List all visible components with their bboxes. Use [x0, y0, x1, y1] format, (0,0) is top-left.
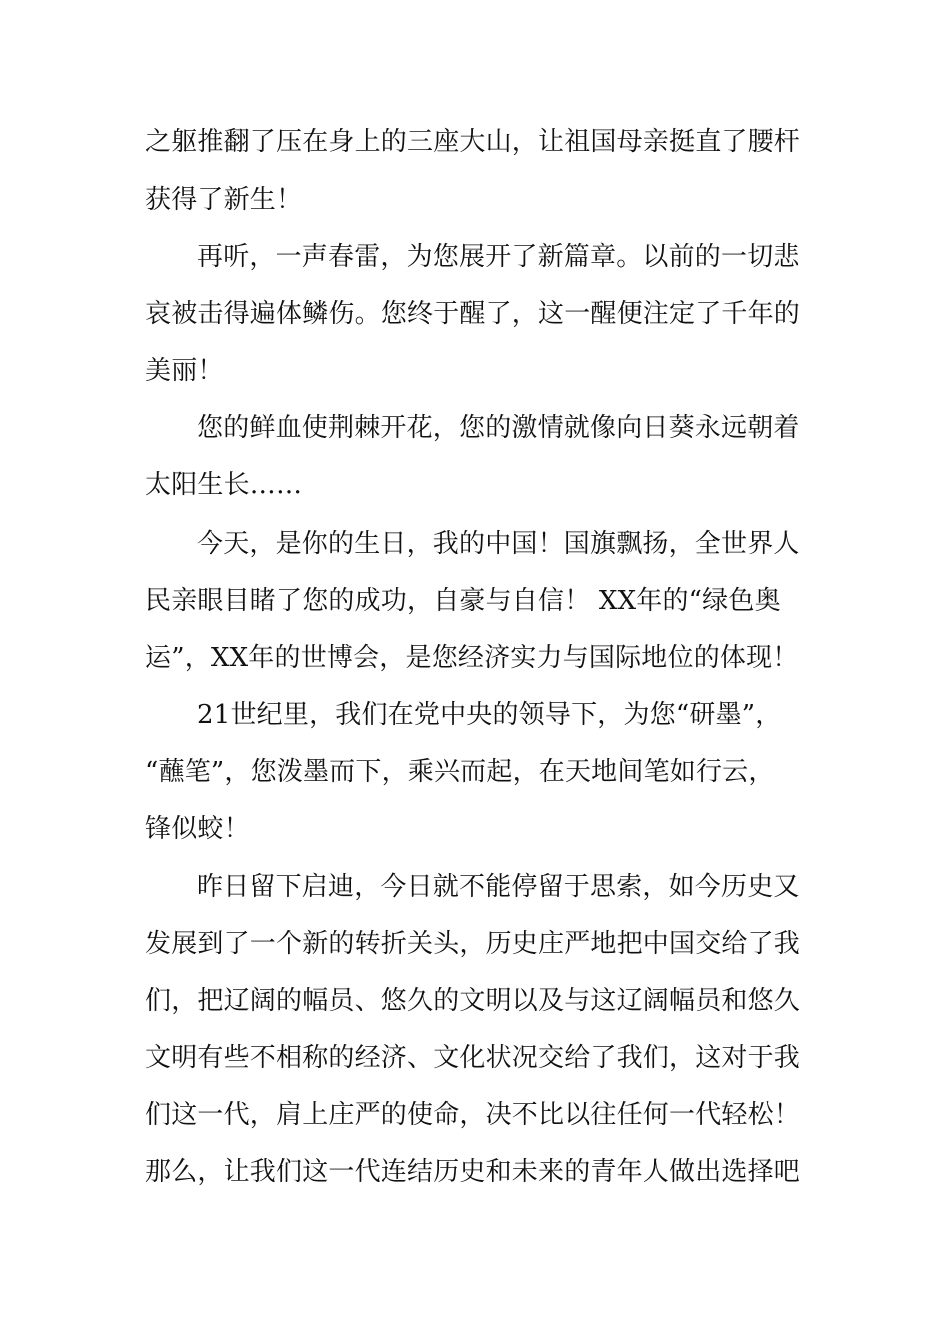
- text-line: 之躯推翻了压在身上的三座大山，让祖国母亲挺直了腰杆: [145, 127, 801, 157]
- text-line: 们这一代，肩上庄严的使命，决不比以往任何一代轻松！: [145, 1100, 801, 1130]
- text-line: 太阳生长……: [145, 470, 303, 500]
- text-line: 发展到了一个新的转折关头，历史庄严地把中国交给了我: [145, 929, 801, 959]
- text-line: 21世纪里，我们在党中央的领导下，为您“研墨”，: [197, 700, 782, 730]
- text-line: “蘸笔”，您泼墨而下，乘兴而起，在天地间笔如行云，: [145, 757, 775, 787]
- text-line: 哀被击得遍体鳞伤。您终于醒了，这一醒便注定了千年的: [145, 299, 801, 329]
- text-line: 文明有些不相称的经济、文化状况交给了我们，这对于我: [145, 1043, 801, 1073]
- text-line: 您的鲜血使荆棘开花，您的激情就像向日葵永远朝着: [197, 413, 800, 443]
- text-line: 获得了新生！: [145, 185, 303, 215]
- text-line: 美丽！: [145, 356, 224, 386]
- text-line: 锋似蛟！: [145, 814, 250, 844]
- text-line: 今天，是你的生日，我的中国！国旗飘扬，全世界人: [197, 529, 800, 559]
- text-line: 们，把辽阔的幅员、悠久的文明以及与这辽阔幅员和悠久: [145, 986, 801, 1016]
- text-line: 再听，一声春雷，为您展开了新篇章。以前的一切悲: [197, 242, 800, 272]
- text-line: 昨日留下启迪，今日就不能停留于思索，如今历史又: [197, 872, 800, 902]
- text-line: 运”，XX年的世博会，是您经济实力与国际地位的体现！: [145, 643, 799, 673]
- text-line: 那么，让我们这一代连结历史和未来的青年人做出选择吧: [145, 1157, 801, 1187]
- text-line: 民亲眼目睹了您的成功，自豪与自信！ XX年的“绿色奥: [145, 586, 781, 616]
